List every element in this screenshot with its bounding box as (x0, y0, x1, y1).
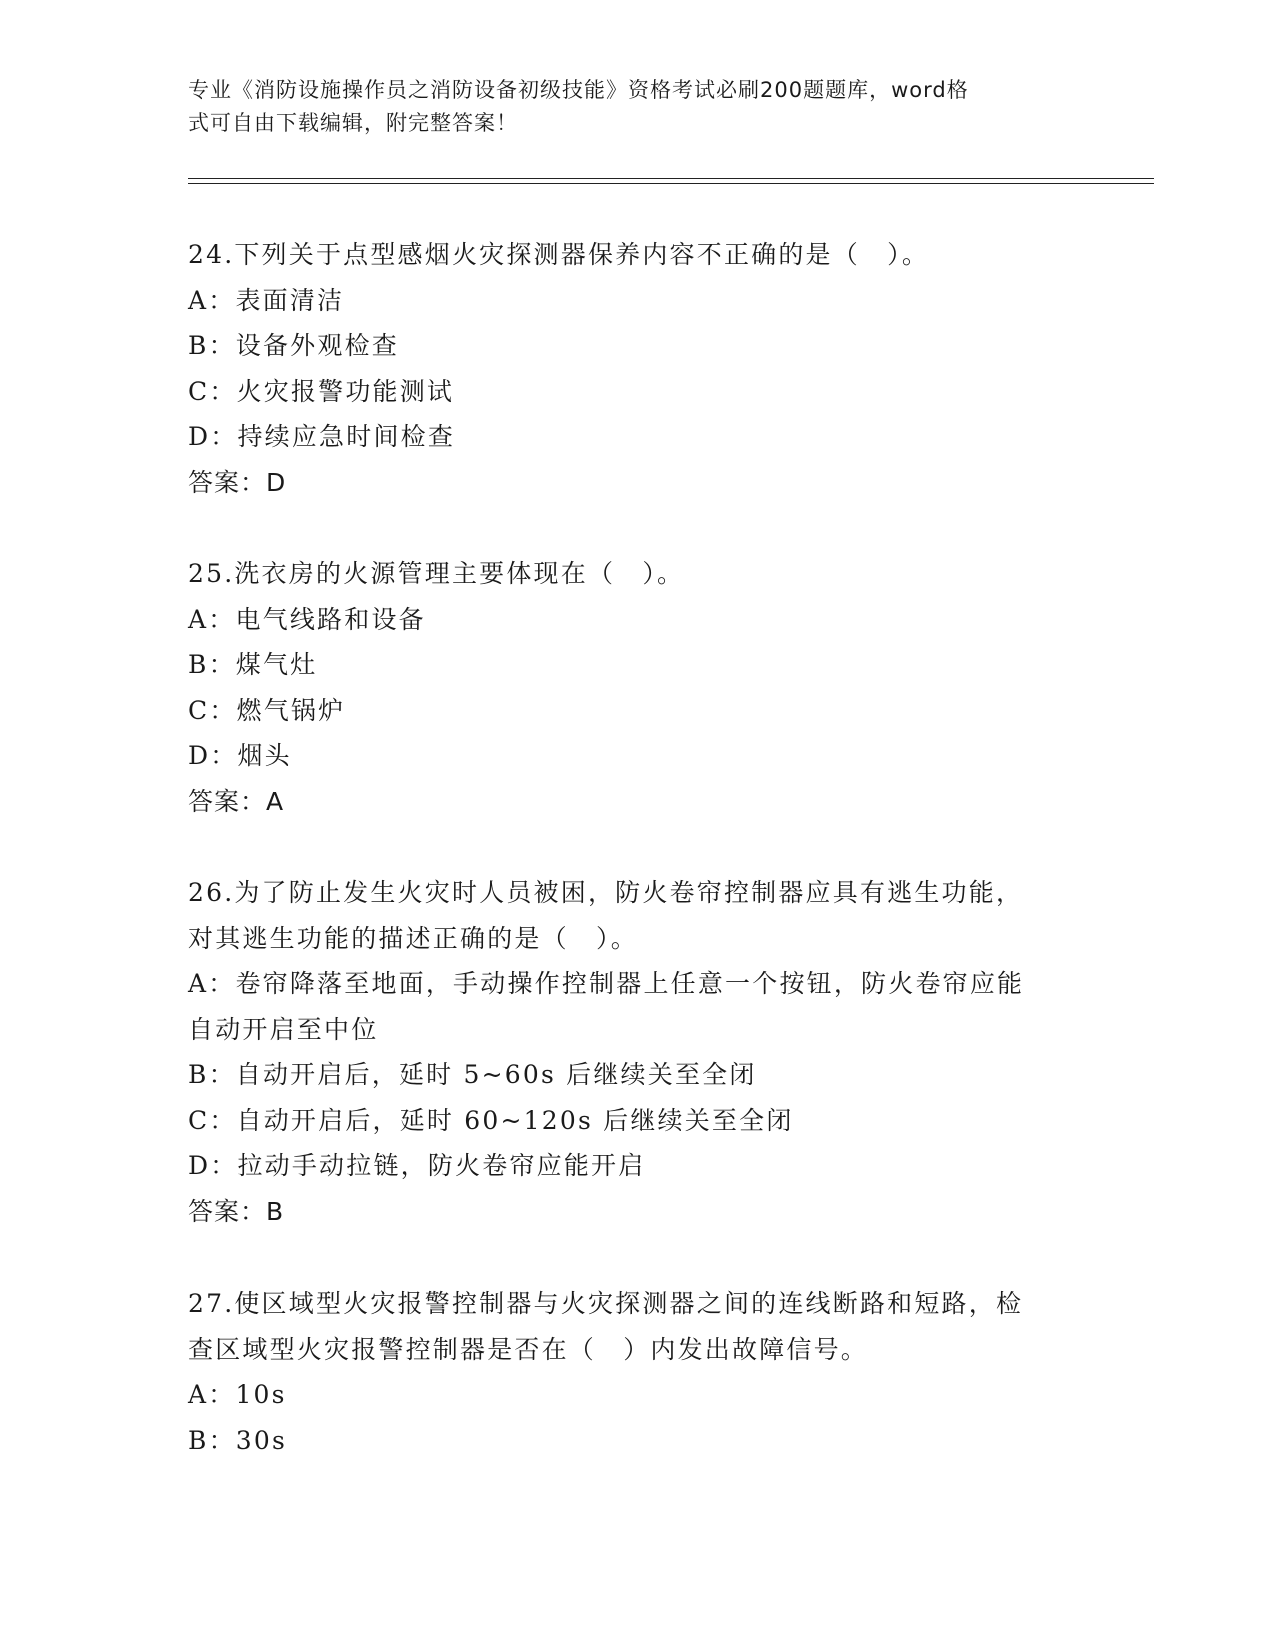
option-b: B：自动开启后，延时 5~60s 后继续关至全闭 (188, 1060, 757, 1089)
option-c: C：火灾报警功能测试 (188, 376, 455, 406)
option-c: C：燃气锅炉 (188, 695, 346, 725)
question-25 (188, 551, 1088, 824)
document-header (188, 74, 1068, 140)
header-divider-top (188, 178, 1154, 179)
question-24 (188, 232, 1088, 505)
option-b: B：煤气灶 (188, 650, 318, 679)
option-a-line-2: 自动开启至中位 (188, 1014, 379, 1044)
question-26 (188, 870, 1088, 1234)
option-a-line-1: A：卷帘降落至地面，手动操作控制器上任意一个按钮，防火卷帘应能 (188, 969, 1025, 998)
header-divider-bottom (188, 183, 1154, 184)
question-stem-line-1: 26.为了防止发生火灾时人员被困，防火卷帘控制器应具有逃生功能， (188, 878, 1024, 907)
option-c: C：自动开启后，延时 60~120s 后继续关至全闭 (188, 1105, 794, 1135)
option-a: A：表面清洁 (188, 285, 345, 315)
header-line-2: 式可自由下载编辑，附完整答案！ (188, 111, 518, 135)
question-stem: 25.洗衣房的火源管理主要体现在（ ）。 (188, 559, 685, 588)
question-stem: 24.下列关于点型感烟火灾探测器保养内容不正确的是（ ）。 (188, 240, 930, 269)
option-a: A：电气线路和设备 (188, 604, 426, 634)
question-stem-line-2: 对其逃生功能的描述正确的是（ ）。 (188, 923, 638, 953)
answer-line: 答案：B (188, 1196, 285, 1226)
option-d: D：烟头 (188, 741, 292, 770)
option-d: D：持续应急时间检查 (188, 422, 456, 451)
option-d: D：拉动手动拉链，防火卷帘应能开启 (188, 1151, 646, 1180)
option-b: B：30s (188, 1425, 288, 1455)
question-stem-line-1: 27.使区域型火灾报警控制器与火灾探测器之间的连线断路和短路，检 (188, 1289, 1024, 1318)
answer-line: 答案：D (188, 467, 287, 497)
question-27 (188, 1281, 1088, 1463)
option-b: B：设备外观检查 (188, 331, 399, 360)
answer-line: 答案：A (188, 786, 285, 816)
option-a: A：10s (188, 1380, 287, 1409)
header-line-1: 专业《消防设施操作员之消防设备初级技能》资格考试必刷200题题库，word格 (188, 78, 969, 102)
question-stem-line-2: 查区域型火灾报警控制器是否在（ ）内发出故障信号。 (188, 1334, 869, 1364)
